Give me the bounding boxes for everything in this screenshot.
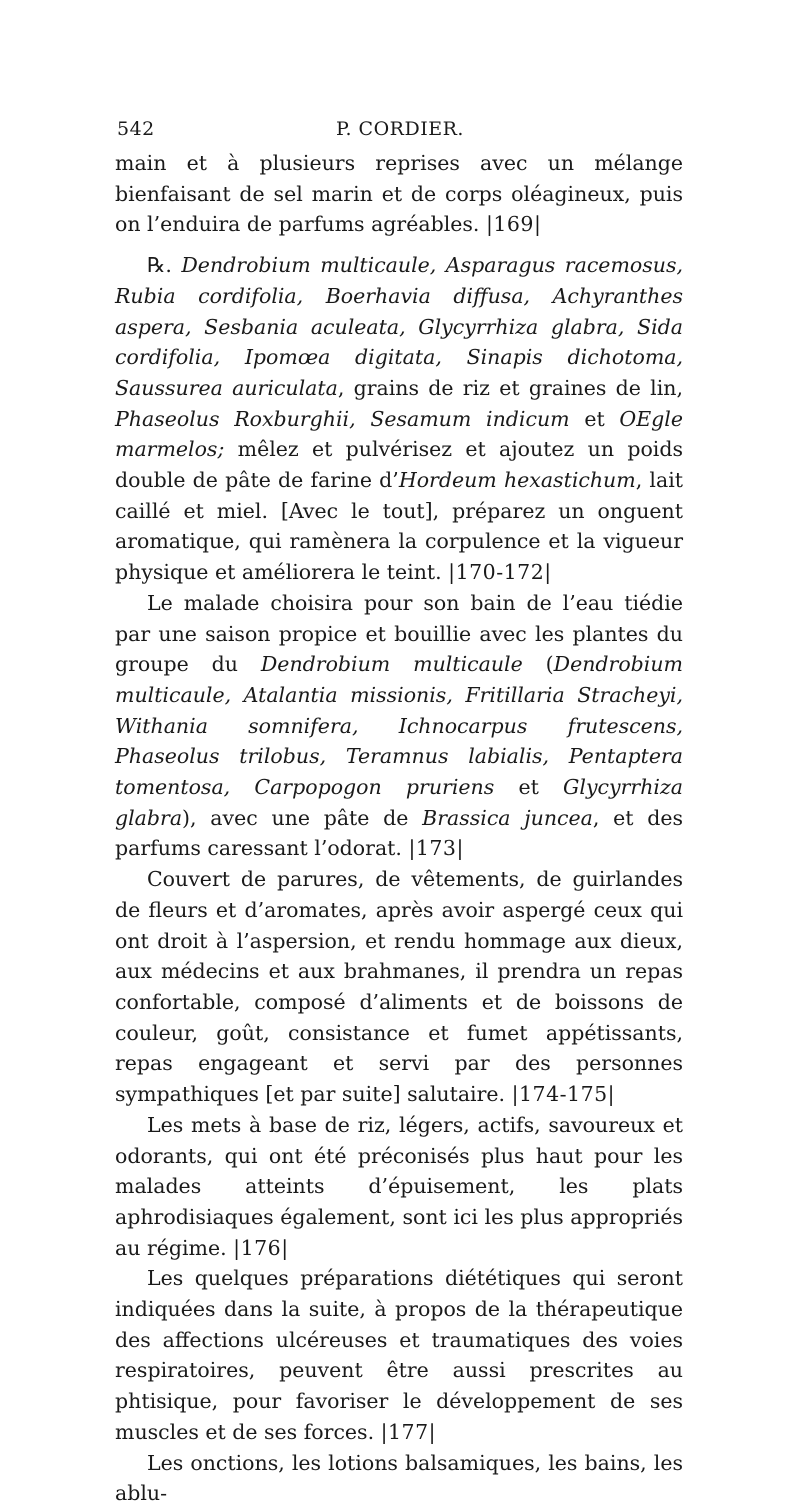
prescription-paragraph bbox=[115, 250, 683, 588]
running-header bbox=[115, 118, 685, 144]
text-run: mêlez et pulvérisez et ajoutez un poids double de pâte de farine d’ bbox=[115, 437, 683, 493]
paragraph bbox=[115, 1448, 683, 1509]
paragraph bbox=[115, 864, 683, 1110]
latin-name: Brassica juncea bbox=[422, 805, 593, 830]
paragraph bbox=[115, 1263, 683, 1447]
text-run: et bbox=[494, 775, 564, 800]
text-run: et bbox=[569, 406, 620, 431]
text-run: main et à plusieurs reprises avec un mélange bienfaisant de sel marin et de corps oléagineux, puis on l’enduira de parfums agréables. bbox=[115, 151, 683, 237]
verse-reference: |169| bbox=[485, 212, 542, 237]
text-run: Couvert de parures, de vêtements, de guirlandes de fleurs et d’aromates, après avoir aspergé ceux qui ont droit à l’aspersion, et rendu hommage aux dieux, aux médecins et aux brahmanes, il prendra un repas confortable, composé d’aliments et de boissons de couleur, goût, consistance et fumet appétissants, repas engageant et servi par des personnes sympathiques [et par suite] salutaire. bbox=[115, 867, 683, 1107]
paragraph bbox=[115, 588, 683, 864]
latin-name: Dendrobium multicaule, Asparagus racemosus, Rubia cordifolia, Boerhavia diffusa, Achyranthes aspera, Sesbania aculeata, Glycyrrhiza glabra, Sida cordifolia, Ipomœa digitata, Sinapis dichotoma, Saussurea auriculata bbox=[115, 253, 683, 400]
text-run: Le malade choisira pour son bain de l’eau tiédie par une saison propice et bouillie avec les plantes du groupe du bbox=[115, 590, 683, 677]
text-run: Les quelques préparations diététiques qui seront indiquées dans la suite, à propos de la thérapeutique des affections ulcéreuses et traumatiques des voies respiratoires, peuvent être aussi prescrites au phtisique, pour favoriser le développement de ses muscles et de ses forces. bbox=[115, 1266, 683, 1444]
verse-reference: |177| bbox=[380, 1419, 437, 1444]
paragraph bbox=[115, 148, 683, 240]
body-text bbox=[115, 148, 683, 1509]
text-run: Les onctions, les lotions balsamiques, les bains, les ablu- bbox=[115, 1450, 683, 1506]
latin-name: Phaseolus Roxburghii, Sesamum indicum bbox=[115, 406, 570, 431]
text-run: Les mets à base de riz, légers, actifs, savoureux et odorants, qui ont été préconisés plus haut pour les malades atteints d’épuisement, les plats aphrodisiaques également, sont ici les plus appropriés au régime. bbox=[115, 1112, 683, 1260]
text-run: , lait caillé et miel. [Avec le tout], préparez un onguent aromatique, qui ramènera la corpulence et la vigueur physique et améliorera le teint. bbox=[115, 468, 683, 585]
text-run: ℞. bbox=[147, 253, 182, 278]
text-run: ), avec une pâte de bbox=[182, 805, 423, 830]
latin-name: Dendrobium multicaule bbox=[260, 652, 523, 677]
latin-name: OEgle marmelos; bbox=[115, 406, 683, 462]
paragraph bbox=[115, 1110, 683, 1264]
verse-reference: |173| bbox=[408, 836, 464, 861]
latin-name: Dendrobium multicaule, Atalantia missionis, Fritillaria Stracheyi, Withania somnifera, Ichnocarpus frutescens, Phaseolus trilobus, Teramnus labialis, Pentaptera tomentosa, Carpopogon pruriens bbox=[115, 652, 683, 800]
text-run: ( bbox=[522, 652, 554, 677]
verse-reference: |176| bbox=[233, 1235, 289, 1260]
verse-reference: |170-172| bbox=[448, 560, 552, 585]
running-title: P. CORDIER. bbox=[336, 118, 464, 140]
latin-name: Glycyrrhiza glabra bbox=[115, 775, 683, 830]
text-run: , et des parfums caressant l’odorat. bbox=[115, 805, 683, 861]
latin-name: Hordeum hexastichum bbox=[398, 468, 636, 493]
verse-reference: |174-175| bbox=[511, 1082, 616, 1107]
text-run: , grains de riz et graines de lin, bbox=[337, 375, 683, 400]
page-number: 542 bbox=[117, 118, 155, 140]
